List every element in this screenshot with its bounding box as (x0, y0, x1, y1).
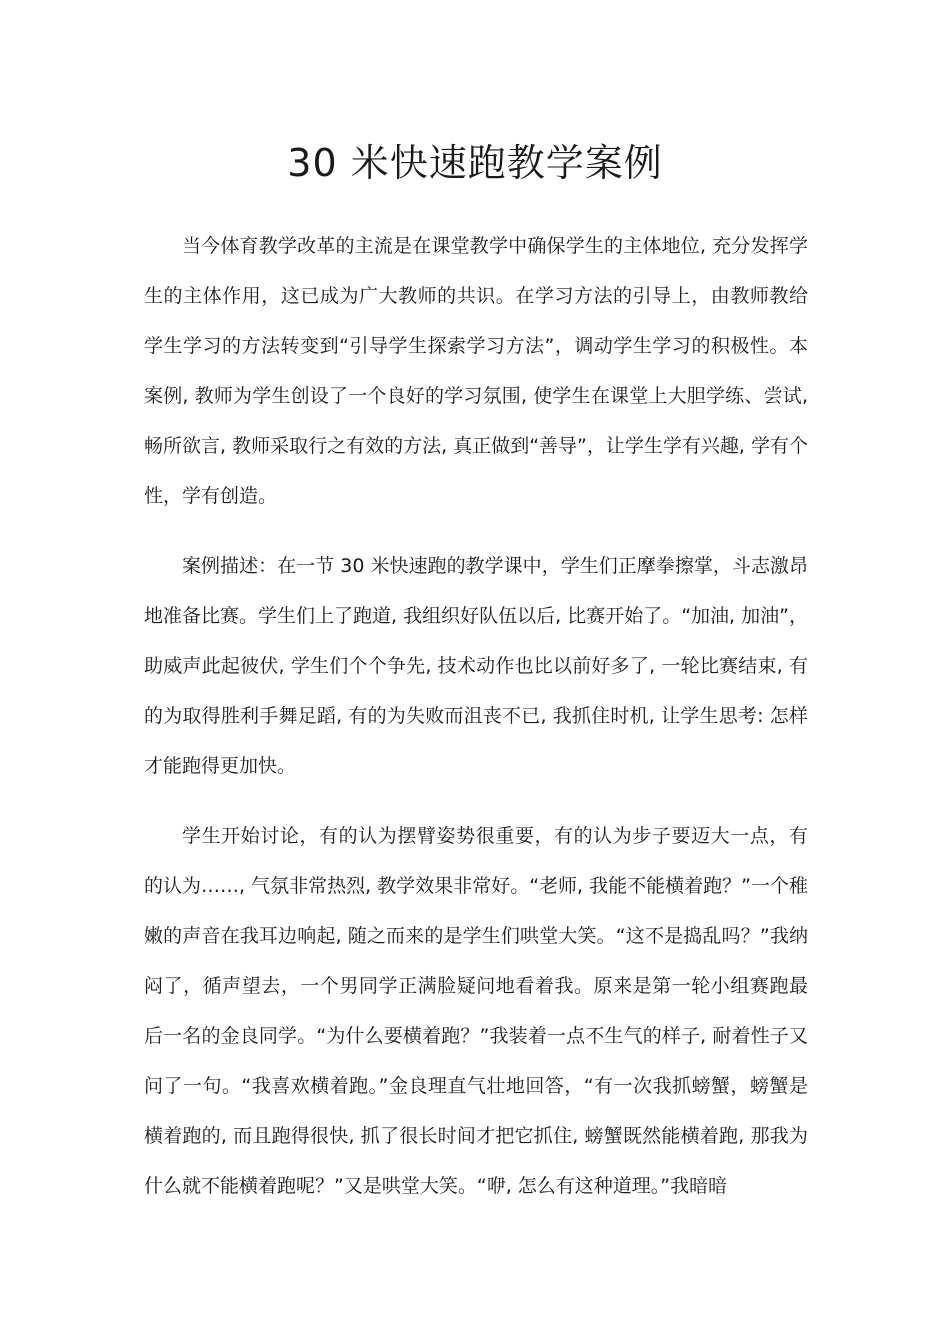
paragraph-introduction: 当今体育教学改革的主流是在课堂教学中确保学生的主体地位, 充分发挥学生的主体作用，这已成为广大教师的共识。在学习方法的引导上，由教师教给学生学习的方法转变到“引导学生探索学习方法”，调动学生学习的积极性。本案例, 教师为学生创设了一个良好的学习氛围, 使学生在课堂上大胆学练、尝试, 畅所欲言, 教师采取行之有效的方法, 真正做到“善导”，让学生学有兴趣, 学有个性，学有创造。 (144, 235, 808, 507)
document-title: 30 米快速跑教学案例 (287, 141, 663, 185)
document-body (144, 221, 808, 1211)
paragraph-case-description: 案例描述：在一节 30 米快速跑的教学课中，学生们正摩拳擦掌，斗志激昂地准备比赛。学生们上了跑道, 我组织好队伍以后, 比赛开始了。“加油, 加油”，助威声此起彼伏, 学生们个个争先, 技术动作也比以前好多了, 一轮比赛结束, 有的为取得胜利手舞足蹈, 有的为失败而沮丧不已, 我抓住时机, 让学生思考: 怎样才能跑得更加快。 (144, 555, 808, 777)
paragraph-student-discussion: 学生开始讨论，有的认为摆臂姿势很重要，有的认为步子要迈大一点，有的认为……, 气氛非常热烈, 教学效果非常好。“老师, 我能不能横着跑？”一个稚嫩的声音在我耳边响起, 随之而来的是学生们哄堂大笑。“这不是捣乱吗？”我纳闷了，循声望去，一个男同学正满脸疑问地看着我。原来是第一轮小组赛跑最后一名的金良同学。“为什么要横着跑？”我装着一点不生气的样子, 耐着性子又问了一句。“我喜欢横着跑。”金良理直气壮地回答，“有一次我抓螃蟹，螃蟹是横着跑的, 而且跑得很快, 抓了很长时间才把它抓住, 螃蟹既然能横着跑, 那我为什么就不能横着跑呢？”又是哄堂大笑。“咿, 怎么有这种道理。”我暗暗 (144, 825, 808, 1197)
